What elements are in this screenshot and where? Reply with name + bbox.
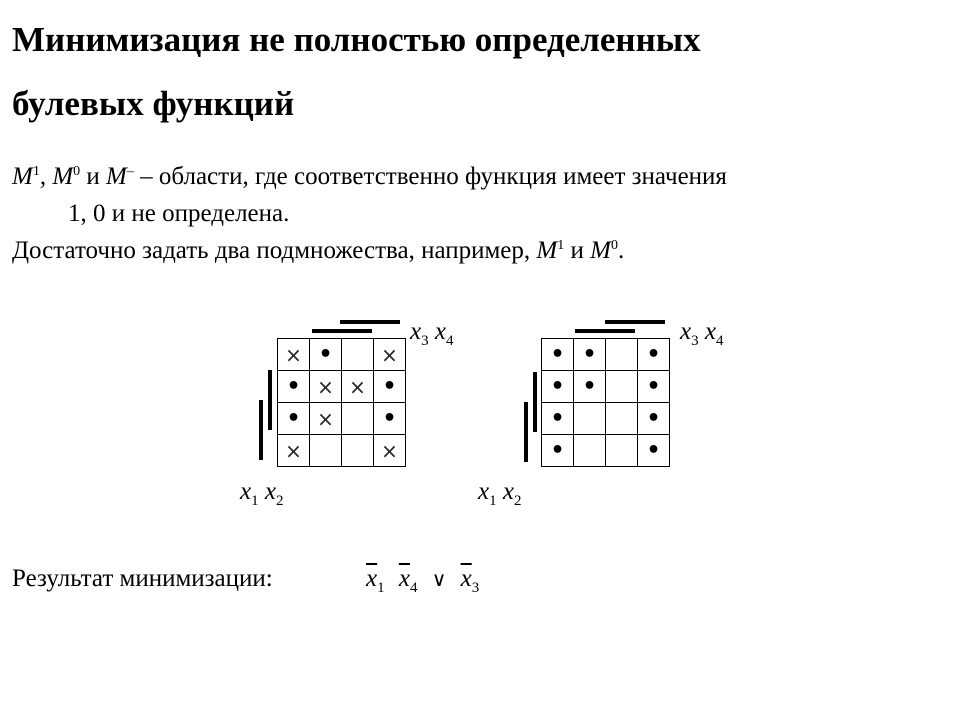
map-row bbox=[278, 403, 406, 435]
map-right-bottom-label: $x_1$ $x_2$ bbox=[478, 478, 522, 509]
sup-dash: – bbox=[126, 164, 134, 179]
map-cell: × bbox=[278, 435, 310, 467]
map-row bbox=[542, 371, 670, 403]
map-cell: × bbox=[374, 339, 406, 371]
title-line-2: булевых функций bbox=[12, 84, 295, 123]
sub-1: 1 bbox=[377, 580, 385, 596]
map-cell: • bbox=[542, 435, 574, 467]
map-row bbox=[542, 339, 670, 371]
map-cell: × bbox=[278, 339, 310, 371]
conjunction: и bbox=[564, 237, 591, 264]
map-cell: • bbox=[638, 403, 670, 435]
map-left-bottom-label: $x_1$ $x_2$ bbox=[240, 478, 284, 509]
map-left-top-label: $x_3$ $x_4$ bbox=[410, 318, 454, 349]
definition-line-3 bbox=[12, 232, 942, 269]
map-cell: • bbox=[310, 339, 342, 371]
map-cell: • bbox=[374, 371, 406, 403]
sub-4: 4 bbox=[409, 580, 418, 596]
x2-bar bbox=[268, 370, 272, 430]
map-cell bbox=[342, 339, 374, 371]
definition-text: – области, где соответственно функция имеет значения bbox=[133, 163, 727, 190]
var-x1: $\overline{x}$ bbox=[366, 565, 378, 592]
title-line-1: Минимизация не полностью определенных bbox=[12, 20, 701, 59]
map-cell bbox=[574, 403, 606, 435]
definition-line-2: 1, 0 и не определена. bbox=[68, 200, 290, 227]
x1-bar bbox=[259, 400, 263, 460]
map-cell bbox=[342, 435, 374, 467]
map-cell: • bbox=[638, 339, 670, 371]
map-row bbox=[278, 339, 406, 371]
map-cell bbox=[342, 403, 374, 435]
definition-text: Достаточно задать два подмножества, например, bbox=[12, 237, 537, 264]
sup-0: 0 bbox=[610, 238, 618, 253]
map-cell: • bbox=[278, 403, 310, 435]
conjunction: и bbox=[80, 163, 107, 190]
result-label: Результат минимизации: bbox=[12, 565, 273, 592]
x2-bar bbox=[533, 372, 537, 432]
sub-3: 3 bbox=[471, 580, 480, 596]
period: . bbox=[617, 237, 625, 264]
map-cell: • bbox=[542, 371, 574, 403]
map-left-grid bbox=[277, 338, 406, 467]
map-cell bbox=[606, 339, 638, 371]
result-formula bbox=[366, 565, 479, 597]
map-cell bbox=[574, 435, 606, 467]
map-row bbox=[542, 435, 670, 467]
var-x3: $\overline{x}$ bbox=[460, 565, 472, 592]
map-cell bbox=[606, 403, 638, 435]
map-cell: • bbox=[574, 371, 606, 403]
map-cell: • bbox=[542, 339, 574, 371]
map-cell: • bbox=[574, 339, 606, 371]
sup-1: 1 bbox=[557, 238, 565, 253]
m-symbol: M bbox=[12, 163, 33, 190]
map-cell: • bbox=[542, 403, 574, 435]
x4-bar bbox=[575, 329, 635, 333]
map-cell: • bbox=[374, 403, 406, 435]
map-right-top-label: $x_3$ $x_4$ bbox=[680, 318, 724, 349]
separator: , bbox=[39, 163, 53, 190]
sup-0: 0 bbox=[73, 164, 81, 179]
definition-paragraph bbox=[12, 158, 942, 269]
m-symbol: M bbox=[590, 237, 611, 264]
x3-bar bbox=[605, 320, 665, 324]
x3-bar bbox=[340, 320, 400, 324]
map-row bbox=[278, 371, 406, 403]
m-symbol: M bbox=[52, 163, 74, 190]
map-cell bbox=[606, 435, 638, 467]
map-row bbox=[278, 435, 406, 467]
map-cell bbox=[606, 371, 638, 403]
map-right-grid bbox=[541, 338, 670, 467]
map-cell: × bbox=[374, 435, 406, 467]
map-cell: × bbox=[342, 371, 374, 403]
map-cell: • bbox=[278, 371, 310, 403]
definition-line-1 bbox=[12, 158, 942, 195]
map-cell: • bbox=[638, 371, 670, 403]
map-cell bbox=[310, 435, 342, 467]
map-cell: × bbox=[310, 403, 342, 435]
map-cell: × bbox=[310, 371, 342, 403]
m-symbol: M bbox=[106, 163, 127, 190]
slide-title bbox=[12, 8, 942, 136]
map-row bbox=[542, 403, 670, 435]
map-cell: • bbox=[638, 435, 670, 467]
m-symbol: M bbox=[536, 237, 558, 264]
var-x4: $\overline{x}$ bbox=[398, 565, 410, 592]
or-symbol: ∨ bbox=[431, 567, 447, 591]
x1-bar bbox=[524, 402, 528, 462]
x4-bar bbox=[312, 329, 372, 333]
sup-1: 1 bbox=[32, 164, 40, 179]
